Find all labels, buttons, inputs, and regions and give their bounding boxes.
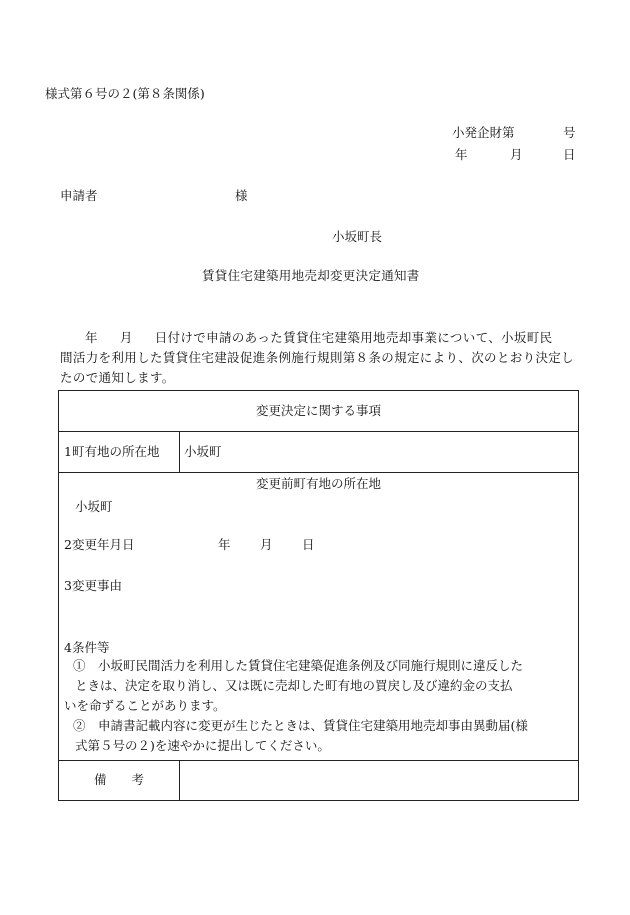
body-paragraph — [60, 328, 590, 388]
decision-table — [58, 390, 579, 801]
form-number: 様式第６号の２(第８条関係) — [45, 86, 205, 101]
applicant-label: 申請者 — [60, 188, 98, 203]
body-text-line1: 日付けで申請のあった賃貸住宅建築用地売却事業について、小坂町民 — [154, 330, 553, 345]
location-label: 1町有地の所在地 — [64, 444, 160, 459]
table-divider — [59, 431, 578, 432]
location-value: 小坂町 — [184, 444, 222, 459]
change-date-label: 2変更年月日 — [64, 537, 135, 552]
doc-number-suffix: 号 — [563, 125, 576, 140]
condition-item-1-line1: ① 小坂町民間活力を利用した賃貸住宅建築促進条例及び同施行規則に違反した — [73, 658, 524, 673]
table-divider — [179, 431, 180, 472]
body-month: 月 — [119, 330, 133, 345]
condition-item-2-line2: 式第５号の２)を速やかに提出してください。 — [75, 738, 330, 753]
applicant-honorific: 様 — [235, 188, 248, 203]
condition-item-2-line1: ② 申請書記載内容に変更が生じたときは、賃貸住宅建築用地売却事由異動届(様 — [73, 718, 528, 733]
issuer: 小坂町長 — [332, 229, 383, 244]
condition-item-1-line2: ときは、決定を取り消し、又は既に売却した町有地の買戻し及び違約金の支払 — [75, 678, 513, 693]
change-reason-label: 3変更事由 — [64, 578, 122, 593]
table-divider — [59, 472, 578, 473]
document-title: 賃貸住宅建築用地売却変更決定通知書 — [202, 268, 420, 283]
body-text-line3: たので通知します。 — [60, 370, 175, 385]
table-header: 変更決定に関する事項 — [255, 403, 381, 418]
doc-date-month: 月 — [510, 147, 523, 162]
change-date-month: 月 — [260, 537, 273, 552]
body-text-line2: 間活力を利用した賃貸住宅建設促進条例施行規則第８条の規定により、次のとおり決定し — [60, 350, 575, 365]
doc-date-day: 日 — [563, 147, 576, 162]
body-year: 年 — [85, 330, 98, 345]
table-divider — [59, 760, 578, 761]
doc-date-year: 年 — [455, 147, 468, 162]
conditions-list — [59, 656, 578, 756]
prior-location-heading: 変更前町有地の所在地 — [255, 476, 381, 491]
doc-number-prefix: 小発企財第 — [452, 125, 515, 140]
condition-item-1-line3: いを命ずることがあります。 — [64, 698, 226, 713]
table-divider — [179, 760, 180, 801]
remarks-label: 備 考 — [93, 772, 144, 787]
change-date-year: 年 — [218, 537, 231, 552]
conditions-label: 4条件等 — [64, 640, 110, 655]
prior-location-value: 小坂町 — [75, 499, 113, 514]
change-date-day: 日 — [302, 537, 315, 552]
